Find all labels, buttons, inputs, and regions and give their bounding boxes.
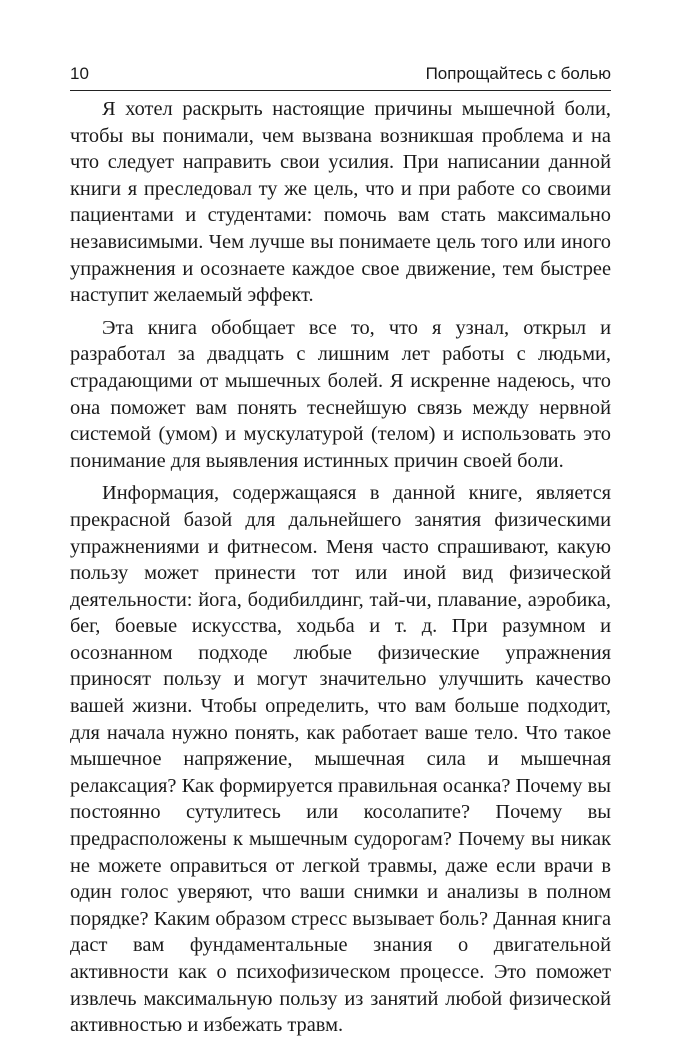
paragraph: Эта книга обобщает все то, что я узнал, открыл и разработал за двадцать с лишним лет работы с людьми, страдающими от мышечных болей. Я искренне надеюсь, что она поможет вам понять теснейшую связь между нервной системой (умом) и мускулатурой (телом) и использовать это понимание для выявления истинных причин своей боли. [70,316,611,472]
running-title: Попрощайтесь с болью [425,64,611,83]
page-body [70,96,611,1045]
paragraph: Информация, содержащаяся в данной книге, является прекрасной базой для дальнейшего занятия физическими упражнениями и фитнесом. Меня часто спрашивают, какую пользу может принести тот или иной вид физической деятельности: йога, бодибилдинг, тай-чи, плавание, аэробика, бег, боевые искусства, ходьба и т. д. При разумном и осознанном подходе любые физические упражнения приносят пользу и могут значительно улучшить качество вашей жизни. Чтобы определить, что вам больше подходит, для начала нужно понять, как работает ваше тело. Что такое мышечное напряжение, мышечная сила и мышечная релаксация? Как формируется правильная осанка? Почему вы постоянно сутулитесь или косолапите? Почему вы предрасположены к мышечным судорогам? Почему вы никак не можете оправиться от легкой травмы, даже если врачи в один голос уверяют, что ваши снимки и анализы в полном порядке? Каким образом стресс вызывает боль? Данная книга даст вам фундаментальные знания о двигательной активности как о психофизическом процессе. Это поможет извлечь максимальную пользу из занятий любой физической активностью и избежать травм. [70,482,611,1037]
page-header [70,60,611,91]
paragraph: Я хотел раскрыть настоящие причины мышечной боли, чтобы вы понимали, чем вызвана возникшая проблема и на что следует направить свои усилия. При написании данной книги я преследовал ту же цель, что и при работе со своими пациентами и студентами: помочь вам стать максимально независимыми. Чем лучше вы понимаете цель того или иного упражнения и осознаете каждое свое движение, тем быстрее наступит желаемый эффект. [70,98,611,307]
page-number: 10 [70,64,89,83]
